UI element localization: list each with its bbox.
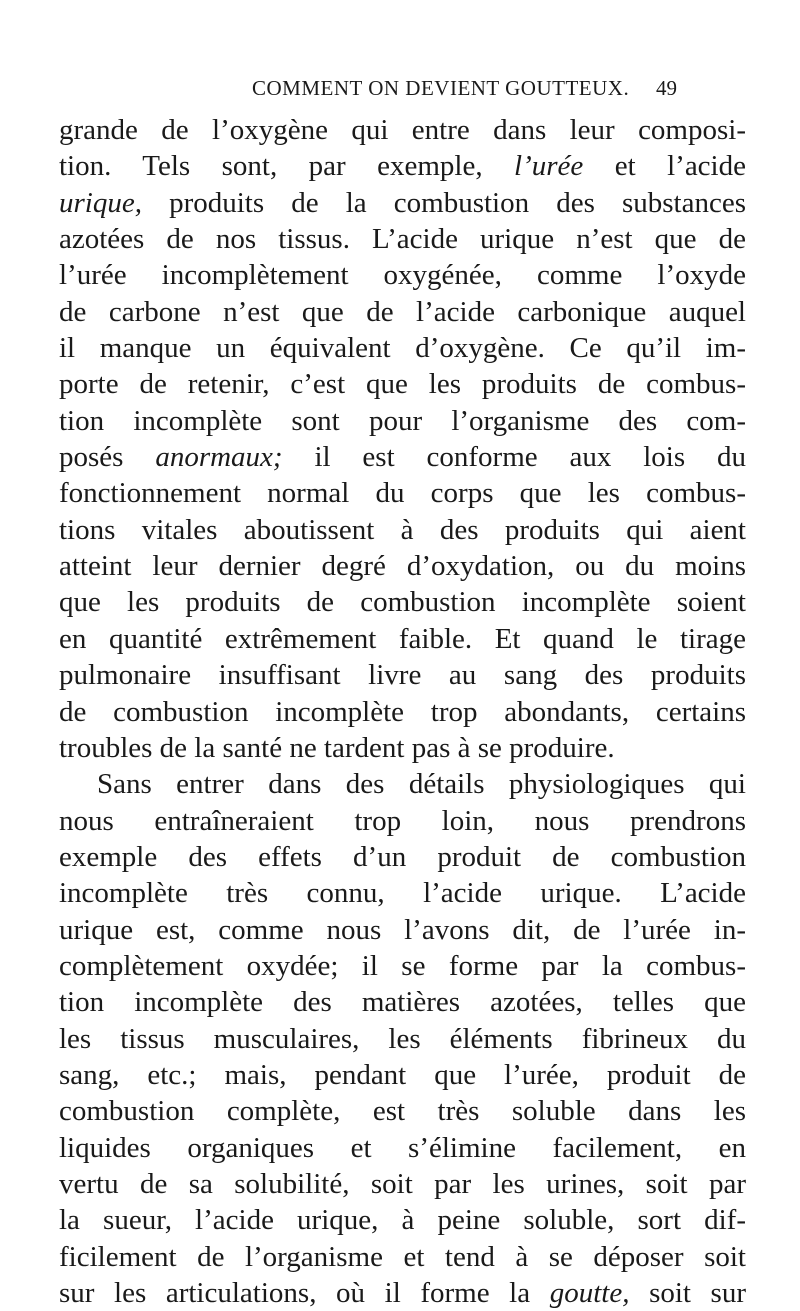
text-line: vertu de sa solubilité, soit par les urines, soit par: [59, 1167, 746, 1200]
text-line: que les produits de combustion incomplète soient: [59, 586, 746, 619]
text-line: les tissus musculaires, les éléments fibrineux du: [59, 1022, 746, 1055]
text-line: il manque un équivalent d’oxygène. Ce qu’il im-: [59, 332, 746, 365]
text-line: sang, etc.; mais, pendant que l’urée, produit de: [59, 1058, 746, 1091]
body-text: [59, 112, 746, 1311]
text-line: ficilement de l’organisme et tend à se déposer soit: [59, 1240, 746, 1273]
italic-term: urique,: [59, 186, 142, 219]
text-line: tion. Tels sont, par exemple, l’urée et l’acide: [59, 150, 746, 183]
text-line: complètement oxydée; il se forme par la combus-: [59, 949, 746, 982]
text-line: combustion complète, est très soluble dans les: [59, 1095, 746, 1128]
text-line: urique, produits de la combustion des substances: [59, 186, 746, 219]
text-line: la sueur, l’acide urique, à peine soluble, sort dif-: [59, 1204, 746, 1237]
text-line: l’urée incomplètement oxygénée, comme l’oxyde: [59, 259, 746, 292]
text-line: liquides organiques et s’élimine facilement, en: [59, 1131, 746, 1164]
text-line: troubles de la santé ne tardent pas à se produire.: [59, 731, 615, 764]
text-line: nous entraîneraient trop loin, nous prendrons: [59, 804, 746, 837]
page-header: [252, 76, 677, 104]
text-line: sur les articulations, où il forme la goutte, soit sur: [59, 1277, 747, 1309]
text-line: posés anormaux; il est conforme aux lois du: [59, 441, 746, 474]
text-line: tions vitales aboutissent à des produits qui aient: [59, 513, 746, 546]
italic-term: l’urée: [514, 150, 584, 183]
text-line: fonctionnement normal du corps que les combus-: [59, 477, 746, 510]
text-line: tion incomplète des matières azotées, telles que: [59, 986, 746, 1019]
text-line: azotées de nos tissus. L’acide urique n’est que de: [59, 223, 746, 256]
text-line: Sans entrer dans des détails physiologiques qui: [97, 768, 746, 801]
text-line: tion incomplète sont pour l’organisme des com-: [59, 404, 746, 437]
text-line: urique est, comme nous l’avons dit, de l’urée in-: [59, 913, 746, 946]
text-line: exemple des effets d’un produit de combustion: [59, 840, 746, 873]
text-line: de combustion incomplète trop abondants, certains: [59, 695, 746, 728]
text-line: pulmonaire insuffisant livre au sang des produits: [59, 659, 746, 692]
page-number: 49: [656, 76, 677, 100]
text-line: grande de l’oxygène qui entre dans leur composi-: [59, 114, 746, 146]
text-line: de carbone n’est que de l’acide carbonique auquel: [59, 295, 746, 328]
text-line: atteint leur dernier degré d’oxydation, ou du moins: [59, 550, 746, 583]
text-line: porte de retenir, c’est que les produits de combus-: [59, 368, 746, 401]
text-line: incomplète très connu, l’acide urique. L’acide: [59, 877, 746, 910]
text-line: en quantité extrêmement faible. Et quand le tirage: [59, 622, 746, 655]
italic-term: anormaux;: [155, 441, 283, 474]
italic-term: goutte,: [549, 1277, 630, 1309]
running-title: COMMENT ON DEVIENT GOUTTEUX.: [252, 76, 630, 100]
